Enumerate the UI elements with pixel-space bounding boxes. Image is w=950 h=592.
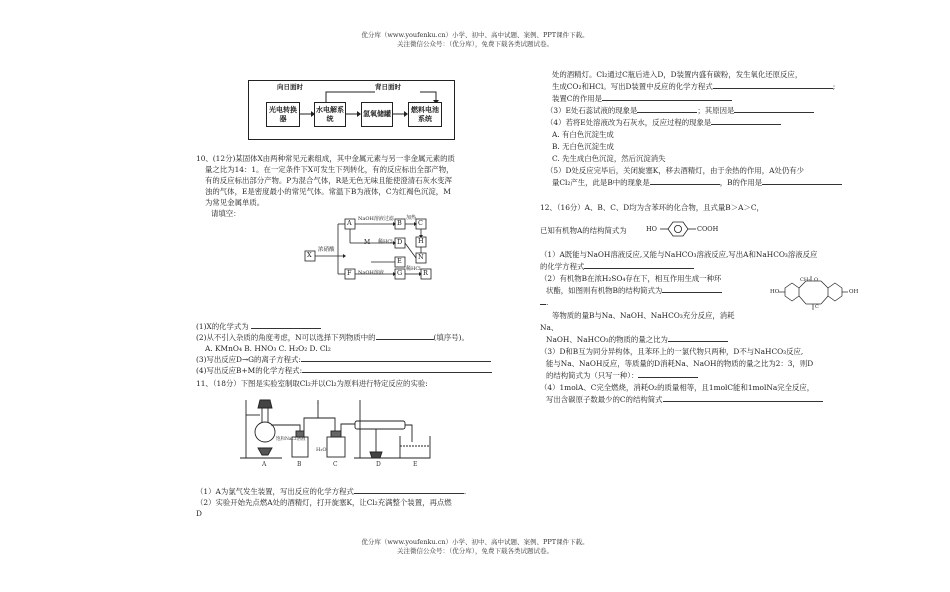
page-header-line1: 优分库（www.youfenku.cn）小学、初中、高中试题、案例、PPT课件下载。 [361, 31, 589, 39]
flow-box-h2o2-tank: 氢氧储罐 [361, 102, 393, 127]
q12-line10: 能与Na、NaOH反应，等质量的D消耗Na、NaOH的物质的量之比为2：3，则D [546, 359, 814, 368]
q10-sub4: (4)写出反应B+M的化学方程式: [196, 366, 492, 375]
scheme-label-conc-acid: 浓硝酸 [318, 247, 335, 253]
q12-line2: （1）A既能与NaOH溶液反应,又能与NaHCO₃溶液反应,写出A和NaHCO₃溶液反应 [540, 250, 818, 259]
page-footer-line2: 关注微信公众号：（优分库），免费下载各类试题试卷。 [397, 547, 553, 555]
apparatus-label-a: A [262, 461, 267, 468]
q12-line6: 等物质的量B与Na、NaOH、NaHCO₃充分反应，消耗 [552, 311, 735, 320]
q10-line6: 请填空： [211, 209, 241, 218]
scheme-label-hcl: 稀HCl [378, 239, 393, 245]
right-line6: （5）D处反应完毕后，关闭旋塞K，移去酒精灯，由于余热的作用，A处仍有少 [546, 166, 804, 175]
q10-line2: 量之比为14：1。在一定条件下X可发生下列转化，有的反应标出全部产物， [205, 165, 454, 174]
q12-line8: NaOH、NaHCO₃的物质的量之比为 [546, 335, 728, 344]
right-line3: 装置C的作用是 [552, 94, 732, 103]
scheme-node-g: G [397, 269, 403, 277]
q12-answer5-blank[interactable] [663, 395, 823, 402]
q10-sub2: (2)从不引入杂质的角度考虑，N可以选择下列物质中的 (填序号)。 [196, 333, 469, 342]
right-line2: 生成CO₂和HCl。写出D装置中反应的化学方程式 ; [552, 82, 836, 91]
q12-line9: （3）D和B互为同分异构体，且苯环上的一氯代物只两种，D不与NaHCO₃反应, [540, 347, 804, 356]
page-footer-line1: 优分库（www.youfenku.cn）小学、初中、高中试题、案例、PPT课件下载。 [361, 538, 589, 546]
q12-line4: （2）有机物B在浓H₂SO₄存在下，相互作用生成一种环 [540, 274, 722, 283]
q12-answer3-blank[interactable] [668, 335, 728, 342]
scheme-node-a: A [347, 219, 352, 227]
flow-box-photoelectric: 光电转换器 [266, 102, 300, 127]
scheme-node-h: H [418, 237, 424, 245]
q12-line3: 的化学方程式 [540, 262, 694, 271]
scheme-label-hcl2: 稀HCl [406, 266, 421, 272]
scheme-label-heat: 加热 [406, 215, 417, 221]
q10-line4: 浊的气体，E是密度最小的常见气体。常温下B为液体，C为红褐色沉淀，M [205, 187, 451, 196]
q12-line5-cont: . [540, 298, 548, 307]
right-line7: 量Cl₂产生，此是B中的现象是 ，B的作用是 [552, 178, 842, 187]
right-option-a: A. 有白色沉淀生成 [552, 130, 614, 139]
scheme-node-d: D [397, 238, 403, 246]
scheme-node-r: R [423, 269, 428, 277]
flow-box-fuel-cell: 燃料电池系统 [408, 102, 442, 127]
q10-line1: 10、(12分)某固体X由两种常见元素组成，其中金属元素与另一非金属元素的质 [196, 154, 455, 163]
right-line5: （4）若将E处溶液改为石灰水，反应过程的现象是 [546, 118, 781, 127]
scheme-label-naoh: NaOH溶液 [358, 270, 384, 276]
q12-title: 12、（16分）A、B、C、D均为含苯环的化合物，且式量B＞A＞C， [540, 203, 764, 212]
flow-label-night: 背日面时 [375, 83, 401, 91]
ester-label-oh: OH [849, 289, 859, 295]
q10-sub1: (1)X的化学式为 [196, 322, 321, 331]
ester-label-o: O [814, 277, 819, 283]
q10-sub3: (3)写出反应D→G的离子方程式: [196, 355, 491, 364]
scheme-node-f: F [347, 269, 352, 277]
scheme-node-b: B [397, 219, 402, 227]
right-option-b: B. 无白色沉淀生成 [552, 142, 614, 151]
apparatus-label-d: D [376, 461, 381, 468]
q12-line11: 的结构简式为（只写一种）： [546, 371, 698, 380]
flow-label-day: 向日面时 [277, 83, 303, 91]
scheme-node-n: N [418, 253, 424, 261]
q12-line7: Na、 [540, 323, 559, 332]
q12-line5: 状酯，如图则有机物B的结构简式为 [546, 286, 722, 295]
scheme-label-naoh-filter: NaOH溶液过滤 [358, 216, 394, 222]
apparatus-label-b: B [297, 461, 302, 468]
q12-answer4-blank[interactable] [638, 371, 698, 378]
q11-sub2: （2）实验开始先点燃A处的酒精灯，打开旋塞K，让Cl₂充满整个装置，再点燃 [196, 498, 452, 507]
scheme-node-x: X [307, 251, 312, 259]
right-line4: （3）E处石蕊试液的现象是 ；其原因是 [546, 106, 814, 115]
q11-sub2-cont: D [196, 509, 202, 518]
q10-options: A. KMnO₄ B. HNO₃ C. H₂O₂ D. Cl₂ [205, 344, 331, 353]
scheme-node-e: E [397, 257, 402, 265]
right-option-c: C. 先生成白色沉淀，然后沉淀消失 [552, 154, 666, 163]
apparatus-text-nacl: 饱和NaCl溶液 [276, 437, 306, 442]
scheme-node-m: M [364, 239, 371, 246]
flow-box-electrolysis: 水电解系统 [314, 102, 346, 127]
q12-line12: （4）1molA、C完全燃烧，消耗O₂的质量相等，且1molC能和1molNa完全反应， [540, 383, 815, 392]
q10-line3: 有的反应标出部分产物。P为混合气体，R是无色无味且能使澄清石灰水变浑 [205, 176, 453, 185]
apparatus-text-water: H₂O [316, 447, 327, 453]
ester-label-c: C [815, 304, 819, 310]
q11-title: 11、（18分）下图是实验室制取Cl₂并以Cl₂为原料进行特定反应的实验: [196, 379, 428, 388]
q12-line13: 写出含碳原子数最少的C的结构简式 [546, 395, 823, 404]
q11-sub1: （1）A为氯气发生装置，写出反应的化学方程式 . [196, 487, 467, 496]
page-header-line2: 关注微信公众号：（优分库），免费下载各类试题试卷。 [397, 40, 553, 48]
apparatus-label-c: C [333, 461, 338, 468]
structure-a-cooh: COOH [697, 225, 719, 233]
q10-line5: 为常见金属单质。 [205, 198, 265, 207]
ester-label-ho: HO [770, 289, 780, 295]
ester-label-ch2: CH₂ [800, 277, 811, 283]
right-line1: 处的酒精灯。Cl₂通过C瓶后进入D，D装置内盛有碳粉，发生氧化还原反应， [552, 70, 803, 79]
apparatus-label-e: E [413, 461, 418, 468]
structure-a-ho: HO [646, 225, 657, 233]
q12-line1: 已知有机物A的结构简式为 [540, 226, 627, 235]
scheme-node-c: C [418, 219, 423, 227]
